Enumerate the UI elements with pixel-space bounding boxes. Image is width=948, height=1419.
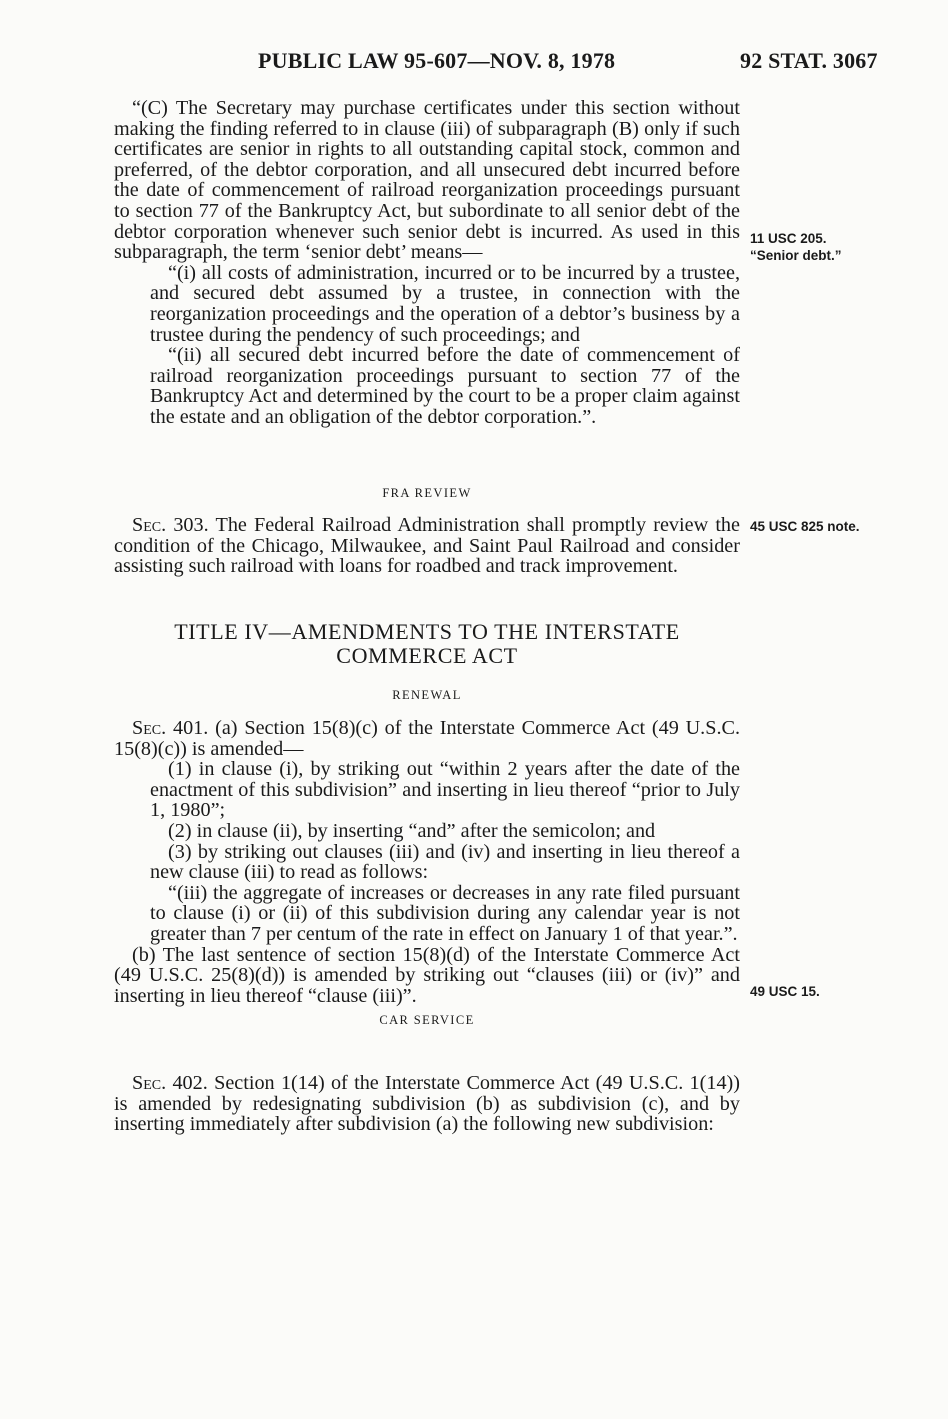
sec-401-item-3-quote: “(iii) the aggregate of increases or decreases in any rate filed pursuant to clause (i) or (ii) of this subdivision during any calendar year is not greater than 7 per centum of the rate in effect on January 1 of that year.”.	[150, 881, 740, 945]
margin-note-49-usc-15: 49 USC 15.	[750, 984, 820, 999]
car-service-heading: CAR SERVICE	[379, 1013, 475, 1027]
paragraph-c: “(C) The Secretary may purchase certificates under this section without making the finding referred to in clause (iii) of subparagraph (B) only if such certificates are senior in rights to all outstanding capital stock, common and preferred, of the debtor corporation, and all unsecured debt incurred before the date of commencement of railroad reorganization proceedings pursuant to section 77 of the Bankruptcy Act, but subordinate to all senior debt of the debtor corporation whenever such senior debt is incurred. As used in this subparagraph, the term ‘senior debt’ means—	[114, 97, 740, 264]
margin-note-senior-debt: “Senior debt.”	[750, 248, 842, 263]
sec-401-paragraph-b: (b) The last sentence of section 15(8)(d) of the Interstate Commerce Act (49 U.S.C. 25(8)(d)) is amended by striking out “clauses (iii) or (iv)” and inserting in lieu thereof “clause (iii)”.	[114, 943, 740, 1007]
sec-401-item-2: (2) in clause (ii), by inserting “and” after the semicolon; and	[168, 819, 656, 842]
title-iv-line1: TITLE IV—AMENDMENTS TO THE INTERSTATE	[174, 619, 680, 644]
sec-401-intro-text: (a) Section 15(8)(c) of the Interstate Commerce Act (49 U.S.C. 15(8)(c)) is amended—	[114, 717, 741, 760]
sec-402-label: Sec. 402.	[132, 1072, 208, 1094]
margin-note-45-usc-825: 45 USC 825 note.	[750, 519, 860, 534]
title-iv-line2: COMMERCE ACT	[336, 643, 518, 668]
sec-401-label: Sec. 401.	[132, 717, 209, 739]
sec-401-item-3: (3) by striking out clauses (iii) and (iv) and inserting in lieu thereof a new clause (iii) to read as follows:	[150, 840, 740, 884]
sec-402-text: Section 1(14) of the Interstate Commerce Act (49 U.S.C. 1(14)) is amended by redesignating subdivision (b) as subdivision (c), and by inserting immediately after subdivision (a) the following new subdivision:	[114, 1072, 740, 1136]
page-header-stat: 92 STAT. 3067	[740, 48, 878, 73]
sec-402-paragraph	[114, 1073, 740, 1135]
clause-i: “(i) all costs of administration, incurred or to be incurred by a trustee, and secured debt assumed by a trustee, in connection with the reorganization proceedings and the operation of a debtor’s business by a trustee during the pendency of such proceedings; and	[150, 261, 740, 346]
clause-ii: “(ii) all secured debt incurred before the date of commencement of railroad reorganization proceedings pursuant to section 77 of the Bankruptcy Act and determined by the court to be a proper claim against the estate and an obligation of the debtor corporation.”.	[150, 344, 740, 428]
sec-401-intro	[114, 718, 740, 759]
sec-401-item-1: (1) in clause (i), by striking out “within 2 years after the date of the enactment of this subdivision” and inserting in lieu thereof “prior to July 1, 1980”;	[150, 758, 740, 822]
renewal-heading: RENEWAL	[392, 688, 462, 702]
sec-303-text: The Federal Railroad Administration shall promptly review the condition of the Chicago, Milwaukee, and Saint Paul Railroad and consider assisting such railroad with loans for roadbed and track improvement.	[114, 514, 740, 578]
page-header-title: PUBLIC LAW 95-607—NOV. 8, 1978	[258, 48, 616, 73]
margin-note-11-usc-205: 11 USC 205.	[750, 231, 827, 246]
paragraph-c-block	[114, 98, 740, 428]
sec-401-block	[114, 718, 740, 1006]
sec-303-block	[114, 515, 740, 577]
sec-303-paragraph	[114, 515, 740, 577]
sec-402-block	[114, 1073, 740, 1135]
sec-303-label: Sec. 303.	[132, 514, 209, 536]
title-iv-heading	[114, 620, 740, 668]
fra-review-heading: FRA REVIEW	[382, 486, 472, 500]
